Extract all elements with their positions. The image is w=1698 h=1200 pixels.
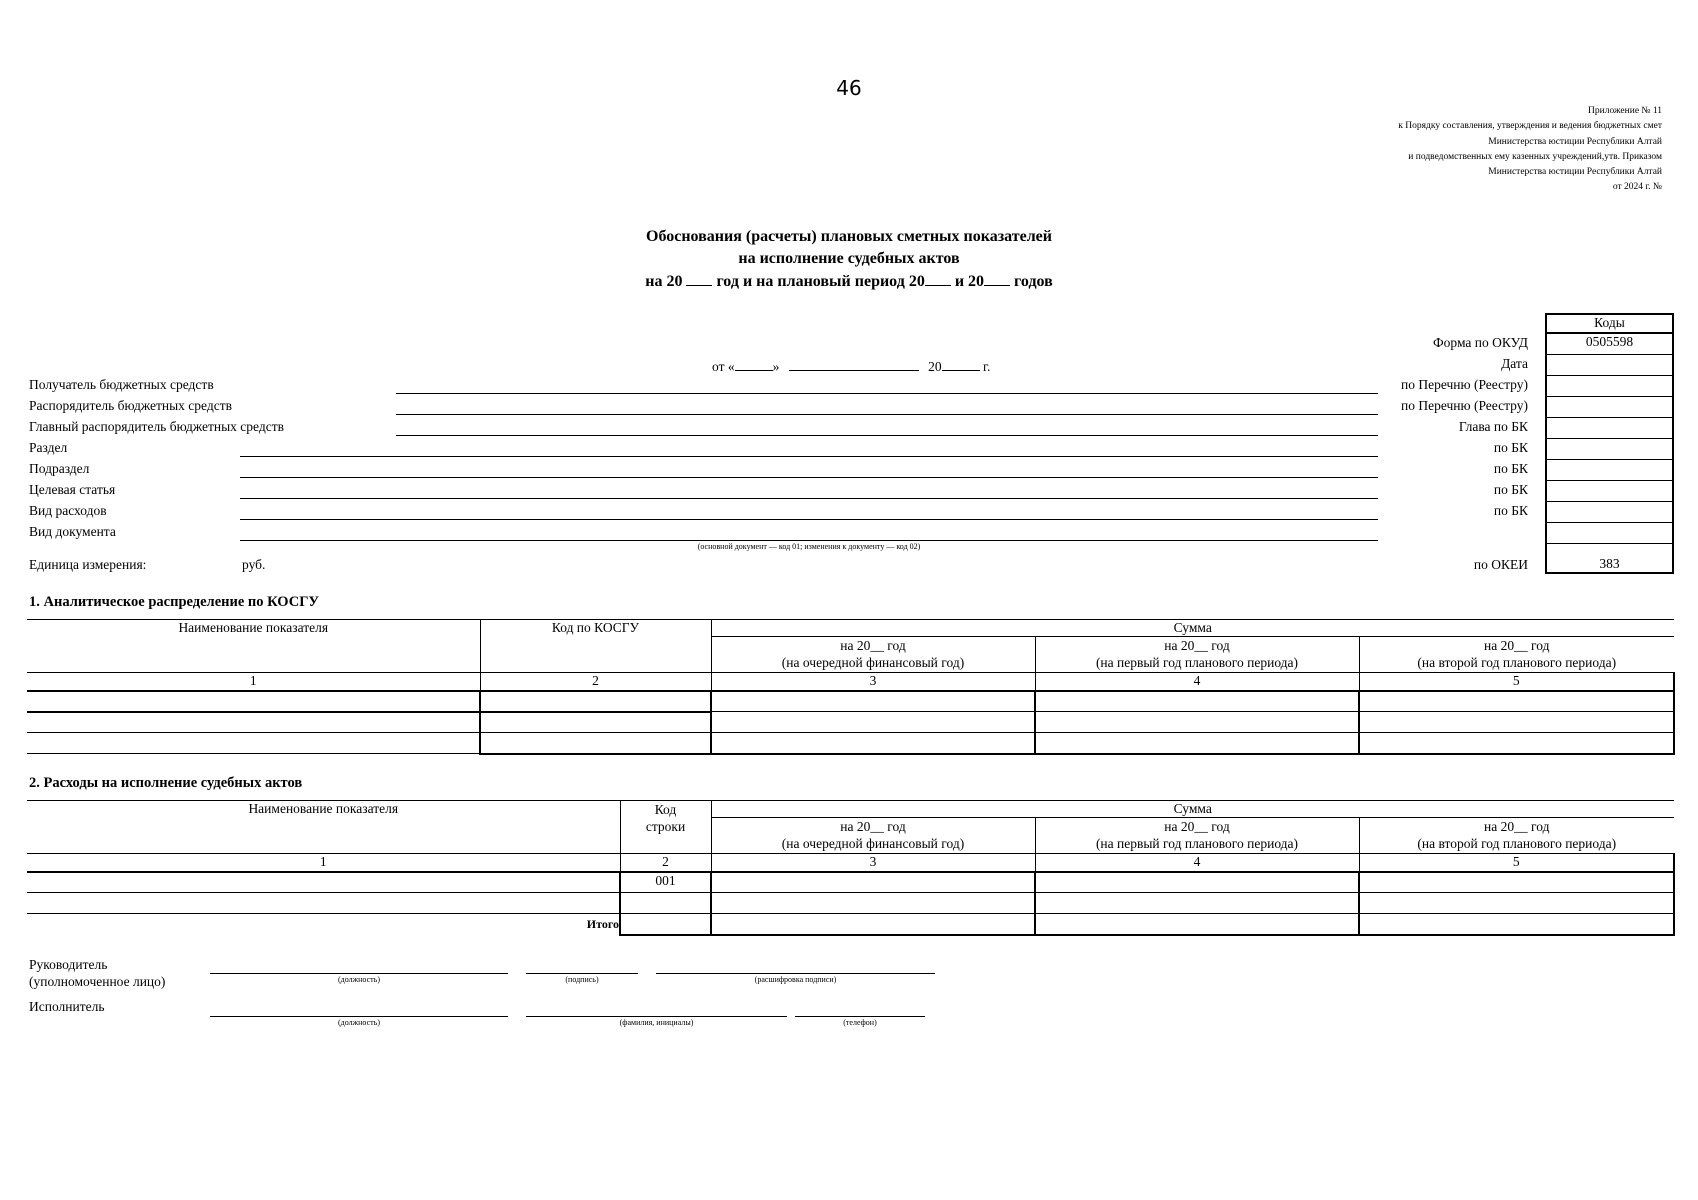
code-label: строки (645, 819, 686, 834)
codes-label: по БК (1493, 503, 1528, 518)
date-yr: 20 (928, 359, 942, 374)
title-line1: Обоснования (расчеты) плановых сметных показателей (646, 228, 1052, 245)
table-row (27, 733, 1674, 754)
col-num: 2 (480, 673, 711, 691)
col-code: Код по КОСГУ (480, 620, 711, 673)
code-cell[interactable] (1546, 480, 1673, 501)
year-note: (на очередной финансовый год) (781, 655, 965, 670)
codes-label: по ОКЕИ (1473, 557, 1528, 572)
total-label: Итого (586, 916, 619, 931)
appendix-line: к Порядку составления, утверждения и ведения бюджетных смет (1398, 121, 1662, 132)
head-decoding-line[interactable] (656, 973, 935, 974)
cell[interactable] (711, 872, 1035, 893)
appendix-line: Приложение № 11 (1588, 106, 1662, 116)
col-num: 5 (1359, 854, 1674, 872)
chief-manager-line[interactable] (396, 435, 1378, 436)
name-caption: (фамилия, инициалы) (619, 1018, 694, 1027)
unit-value: руб. (242, 557, 266, 572)
cell[interactable] (27, 691, 480, 712)
year-label: на 20__ год (840, 819, 906, 834)
field-chief-manager: Главный распорядитель бюджетных средств (29, 419, 284, 434)
code-cell[interactable] (1546, 375, 1673, 396)
col-num: 4 (1035, 673, 1359, 691)
field-doc-type: Вид документа (29, 524, 116, 539)
row-code: 001 (620, 872, 711, 893)
table-row (27, 691, 1674, 712)
col-sum: Сумма (711, 801, 1674, 818)
col-num: 5 (1359, 673, 1674, 691)
col-num: 3 (711, 673, 1035, 691)
executor-label: Исполнитель (29, 999, 105, 1014)
codes-table (1545, 313, 1674, 574)
codes-label: по Перечню (Реестру) (1401, 377, 1528, 392)
page-number: 46 (836, 76, 862, 100)
code-cell[interactable] (1546, 438, 1673, 459)
year-note: (на очередной финансовый год) (781, 836, 965, 851)
position-caption: (должность) (338, 975, 380, 984)
field-recipient: Получатель бюджетных средств (29, 377, 214, 392)
table-row (27, 712, 1674, 733)
executor-name-line[interactable] (526, 1016, 787, 1017)
title-part: и 20 (954, 273, 985, 290)
phone-caption: (телефон) (843, 1018, 877, 1027)
title-part: год и на плановый период 20 (716, 273, 925, 290)
doc-type-note: (основной документ — код 01; изменения к документу — код 02) (697, 542, 921, 551)
executor-phone-line[interactable] (795, 1016, 925, 1017)
cell[interactable] (620, 893, 711, 914)
cell[interactable] (1359, 893, 1674, 914)
date-ot: от « (712, 359, 735, 374)
cell[interactable] (27, 733, 480, 754)
cell[interactable] (27, 712, 480, 733)
cell[interactable] (1035, 733, 1359, 754)
year-blank[interactable] (925, 270, 951, 286)
col-num: 4 (1035, 854, 1359, 872)
title-line3 (0, 270, 1698, 293)
cell[interactable] (711, 914, 1035, 935)
cell[interactable] (1359, 733, 1674, 754)
field-manager: Распорядитель бюджетных средств (29, 398, 232, 413)
title-line2: на исполнение судебных актов (738, 250, 960, 267)
code-cell[interactable] (1546, 501, 1673, 522)
cell[interactable] (1359, 691, 1674, 712)
total-row (27, 914, 1674, 935)
year-label: на 20__ год (1484, 819, 1550, 834)
subsection-line[interactable] (240, 477, 1378, 478)
date-g: г. (982, 359, 991, 374)
codes-header: Коды (1546, 314, 1673, 333)
cell[interactable] (711, 893, 1035, 914)
appendix-line: Министерства юстиции Республики Алтай (1488, 136, 1662, 147)
expense-type-line[interactable] (240, 519, 1378, 520)
cell[interactable] (27, 872, 620, 893)
cell[interactable] (1035, 691, 1359, 712)
cell[interactable] (1035, 712, 1359, 733)
col-year2 (1035, 818, 1359, 854)
section-line[interactable] (240, 456, 1378, 457)
codes-label: Форма по ОКУД (1432, 335, 1528, 350)
col-year3 (1359, 637, 1674, 673)
field-section: Раздел (29, 440, 68, 455)
codes-label: Глава по БК (1458, 419, 1528, 434)
month-blank[interactable] (789, 355, 919, 371)
manager-line[interactable] (396, 414, 1378, 415)
head-label (29, 956, 165, 990)
field-target: Целевая статья (29, 482, 116, 497)
cell[interactable] (1035, 893, 1359, 914)
code-cell[interactable] (1546, 522, 1673, 543)
section2-table (27, 800, 1675, 936)
head-label-b: (уполномоченное лицо) (29, 974, 166, 989)
appendix-line: Министерства юстиции Республики Алтай (1488, 167, 1662, 178)
year-note: (на второй год планового периода) (1417, 655, 1617, 670)
code-okud[interactable]: 0505598 (1546, 333, 1673, 354)
code-cell[interactable] (1546, 459, 1673, 480)
code-okei[interactable]: 383 (1546, 543, 1673, 573)
cell[interactable] (711, 712, 1035, 733)
executor-position-line[interactable] (210, 1016, 508, 1017)
year-blank[interactable] (942, 355, 980, 371)
cell[interactable] (1359, 712, 1674, 733)
section1-title: 1. Аналитическое распределение по КОСГУ (29, 594, 320, 610)
codes-label: по БК (1493, 440, 1528, 455)
codes-label: по Перечню (Реестру) (1401, 398, 1528, 413)
col-name: Наименование показателя (27, 620, 480, 673)
appendix-note (1102, 104, 1662, 196)
year-note: (на второй год планового периода) (1417, 836, 1617, 851)
col-num: 1 (27, 854, 620, 872)
head-position-line[interactable] (210, 973, 508, 974)
year-label: на 20__ год (1484, 638, 1550, 653)
cell[interactable] (480, 712, 711, 733)
cell[interactable] (1359, 914, 1674, 935)
col-year3 (1359, 818, 1674, 854)
doc-type-line[interactable] (240, 540, 1378, 541)
cell[interactable] (711, 691, 1035, 712)
appendix-line: и подведомственных ему казенных учреждений,утв. Приказом (1408, 151, 1662, 162)
head-signature-line[interactable] (526, 973, 638, 974)
code-cell[interactable] (1546, 354, 1673, 375)
unit-label: Единица измерения: (29, 557, 147, 572)
title-part: на 20 (645, 273, 683, 290)
year-label: на 20__ год (840, 638, 906, 653)
code-cell[interactable] (1546, 417, 1673, 438)
year-note: (на первый год планового периода) (1095, 836, 1299, 851)
cell[interactable] (1035, 914, 1359, 935)
codes-label: по БК (1493, 461, 1528, 476)
col-name: Наименование показателя (27, 801, 620, 854)
cell[interactable] (480, 733, 711, 754)
day-blank[interactable] (735, 355, 773, 371)
code-label: Код (654, 802, 677, 817)
col-num: 3 (711, 854, 1035, 872)
code-cell[interactable] (1546, 396, 1673, 417)
position-caption: (должность) (338, 1018, 380, 1027)
table-row (27, 893, 1674, 914)
col-year1 (711, 818, 1035, 854)
recipient-line[interactable] (396, 393, 1378, 394)
col-year1 (711, 637, 1035, 673)
year-blank[interactable] (686, 270, 712, 286)
year-blank[interactable] (984, 270, 1010, 286)
document-title (0, 226, 1698, 293)
col-num: 1 (27, 673, 480, 691)
col-sum: Сумма (711, 620, 1674, 637)
field-subsection: Подраздел (29, 461, 90, 476)
codes-label: Дата (1501, 356, 1528, 371)
cell[interactable] (27, 893, 620, 914)
codes-label: по БК (1493, 482, 1528, 497)
table-row (27, 872, 1674, 893)
title-part: годов (1014, 273, 1053, 290)
cell[interactable] (711, 733, 1035, 754)
appendix-line: от 2024 г. № (1612, 182, 1662, 193)
codes-box (1545, 313, 1674, 574)
target-line[interactable] (240, 498, 1378, 499)
section1-table (27, 619, 1675, 755)
cell[interactable] (620, 914, 711, 935)
col-year2 (1035, 637, 1359, 673)
col-num: 2 (620, 854, 711, 872)
cell[interactable] (1359, 872, 1674, 893)
year-label: на 20__ год (1164, 819, 1230, 834)
decoding-caption: (расшифровка подписи) (754, 975, 837, 984)
date-q: » (772, 359, 780, 374)
cell[interactable] (480, 691, 711, 712)
date-line (712, 355, 990, 375)
field-expense-type: Вид расходов (29, 503, 107, 518)
col-code (620, 801, 711, 854)
head-label-a: Руководитель (29, 957, 108, 972)
year-label: на 20__ год (1164, 638, 1230, 653)
signature-caption: (подпись) (565, 975, 599, 984)
cell[interactable] (1035, 872, 1359, 893)
year-note: (на первый год планового периода) (1095, 655, 1299, 670)
section2-title: 2. Расходы на исполнение судебных актов (29, 775, 303, 791)
